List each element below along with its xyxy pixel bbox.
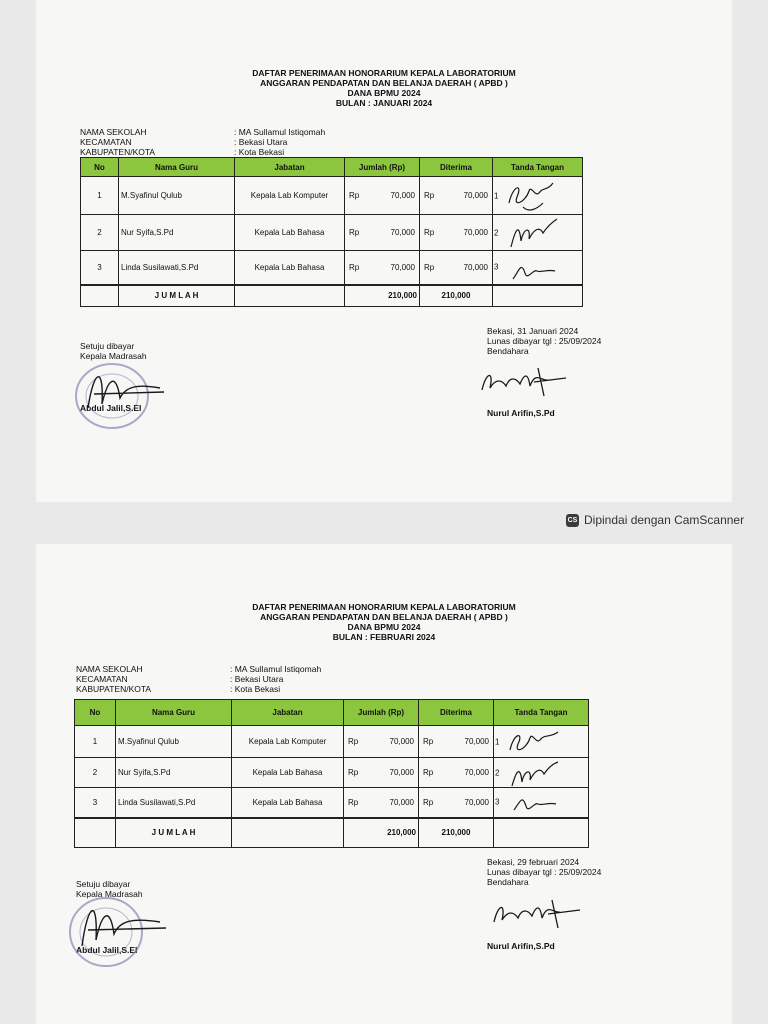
treasurer-signature-icon xyxy=(476,362,576,402)
header-position: Jabatan xyxy=(235,158,345,177)
signature-cell: 1 xyxy=(493,177,583,215)
signature-cell: 2 xyxy=(493,215,583,251)
signature-cell: 3 xyxy=(493,251,583,285)
table-row: 3 Linda Susilawati,S.Pd Kepala Lab Bahasa Rp 70,000 Rp 70,000 3 xyxy=(81,251,583,285)
school-info: NAMA SEKOLAH : MA Sullamul Istiqomah KECAMATAN : Bekasi Utara KABUPATEN/KOTA : Kota Bekasi xyxy=(76,664,322,694)
header-no: No xyxy=(75,700,116,726)
document-title: DAFTAR PENERIMAAN HONORARIUM KEPALA LABORATORIUM ANGGARAN PENDAPATAN DAN BELANJA DAERAH ( APBD ) DANA BPMU 2024 BULAN : JANUARI 2024 xyxy=(252,68,516,108)
camscanner-logo-icon: CS xyxy=(566,514,579,527)
header-name: Nama Guru xyxy=(119,158,235,177)
honorarium-table xyxy=(74,699,589,848)
school-info: NAMA SEKOLAH : MA Sullamul Istiqomah KECAMATAN : Bekasi Utara KABUPATEN/KOTA : Kota Bekasi xyxy=(80,127,326,157)
header-amount: Jumlah (Rp) xyxy=(345,158,420,177)
document-page-february xyxy=(36,544,732,1024)
signature-icon xyxy=(504,784,564,824)
camscanner-watermark: CS Dipindai dengan CamScanner xyxy=(567,513,745,527)
table-row: 3 Linda Susilawati,S.Pd Kepala Lab Bahasa Rp 70,000 Rp 70,000 3 xyxy=(75,788,589,818)
header-received: Diterima xyxy=(419,700,494,726)
treasurer-signoff: Bekasi, 31 Januari 2024 Lunas dibayar tgl : 25/09/2024 Bendahara Nurul Arifin,S.Pd xyxy=(487,326,602,418)
header-no: No xyxy=(81,158,119,177)
signature-cell: 1 xyxy=(494,726,589,758)
total-row: J U M L A H 210,000 210,000 xyxy=(81,285,583,307)
treasurer-signature-icon xyxy=(488,894,588,934)
header-amount: Jumlah (Rp) xyxy=(344,700,419,726)
principal-approval: Setuju dibayar Kepala Madrasah Abdul Jalil,S.EI xyxy=(80,341,147,413)
header-received: Diterima xyxy=(420,158,493,177)
principal-approval: Setuju dibayar Kepala Madrasah Abdul Jalil,S.EI xyxy=(76,879,143,955)
school-stamp-icon xyxy=(56,888,176,972)
signature-cell: 2 xyxy=(494,758,589,788)
header-position: Jabatan xyxy=(232,700,344,726)
table-row: 2 Nur Syifa,S.Pd Kepala Lab Bahasa Rp 70,000 Rp 70,000 2 xyxy=(75,758,589,788)
table-row: 2 Nur Syifa,S.Pd Kepala Lab Bahasa Rp 70,000 Rp 70,000 2 xyxy=(81,215,583,251)
treasurer-signoff: Bekasi, 29 februari 2024 Lunas dibayar tgl : 25/09/2024 Bendahara Nurul Arifin,S.Pd xyxy=(487,857,602,951)
document-page-january xyxy=(36,0,732,502)
signature-icon xyxy=(503,247,563,291)
header-name: Nama Guru xyxy=(116,700,232,726)
header-signature: Tanda Tangan xyxy=(494,700,589,726)
table-row: 1 M.Syafinul Qulub Kepala Lab Komputer Rp 70,000 Rp 70,000 1 xyxy=(75,726,589,758)
school-stamp-icon xyxy=(64,358,174,432)
signature-cell: 3 xyxy=(494,788,589,818)
document-title: DAFTAR PENERIMAAN HONORARIUM KEPALA LABORATORIUM ANGGARAN PENDAPATAN DAN BELANJA DAERAH ( APBD ) DANA BPMU 2024 BULAN : FEBRUARI 2024 xyxy=(252,602,516,642)
header-signature: Tanda Tangan xyxy=(493,158,583,177)
table-row: 1 M.Syafinul Qulub Kepala Lab Komputer Rp 70,000 Rp 70,000 1 xyxy=(81,177,583,215)
total-row: J U M L A H 210,000 210,000 xyxy=(75,818,589,848)
honorarium-table xyxy=(80,157,583,307)
